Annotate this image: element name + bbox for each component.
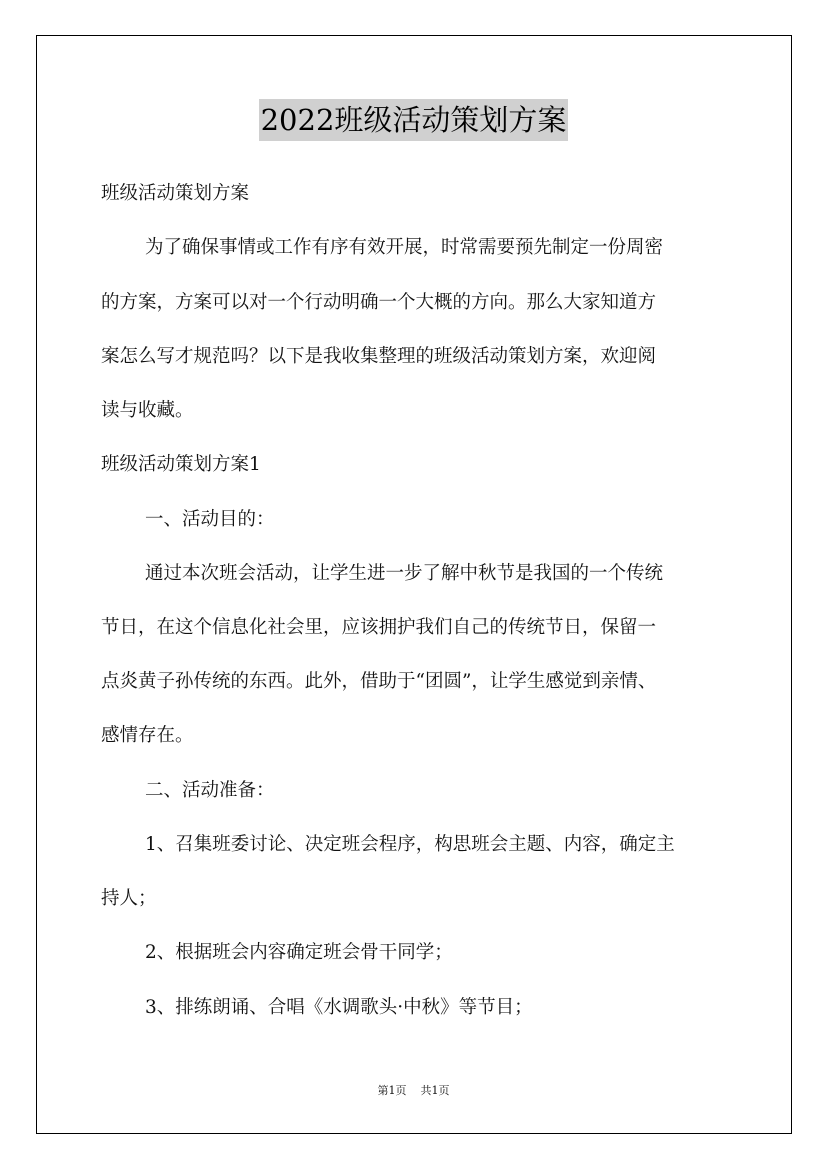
- paragraph-line: 的方案，方案可以对一个行动明确一个大概的方向。那么大家知道方: [101, 292, 657, 313]
- paragraph-line: 节日，在这个信息化社会里，应该拥护我们自己的传统节日，保留一: [101, 617, 657, 638]
- paragraph-line: 感情存在。: [101, 725, 194, 746]
- list-item-continuation: 持人；: [101, 888, 157, 909]
- title-container: [0, 99, 827, 141]
- section-heading: 班级活动策划方案1: [101, 454, 261, 475]
- list-item: 2、根据班会内容确定班会骨干同学；: [145, 942, 453, 963]
- paragraph-line: 案怎么写才规范吗？以下是我收集整理的班级活动策划方案，欢迎阅: [101, 346, 657, 367]
- subsection-heading: 二、活动准备：: [145, 780, 275, 801]
- subsection-heading: 一、活动目的：: [145, 509, 275, 530]
- paragraph-line: 点炎黄子孙传统的东西。此外，借助于“团圆”，让学生感觉到亲情、: [101, 671, 657, 692]
- document-title: 2022班级活动策划方案: [259, 99, 569, 141]
- page-number: 第1页: [377, 1084, 407, 1097]
- section-heading: 班级活动策划方案: [101, 183, 250, 204]
- page-footer: [0, 1083, 827, 1099]
- paragraph-line: 为了确保事情或工作有序有效开展，时常需要预先制定一份周密: [145, 237, 664, 258]
- page-total: 共1页: [420, 1084, 450, 1097]
- list-item: 3、排练朗诵、合唱《水调歌头·中秋》等节目；: [145, 997, 533, 1018]
- paragraph-line: 通过本次班会活动，让学生进一步了解中秋节是我国的一个传统: [145, 563, 664, 584]
- paragraph-line: 读与收藏。: [101, 400, 194, 421]
- list-item: 1、召集班委讨论、决定班会程序，构思班会主题、内容，确定主: [145, 834, 675, 855]
